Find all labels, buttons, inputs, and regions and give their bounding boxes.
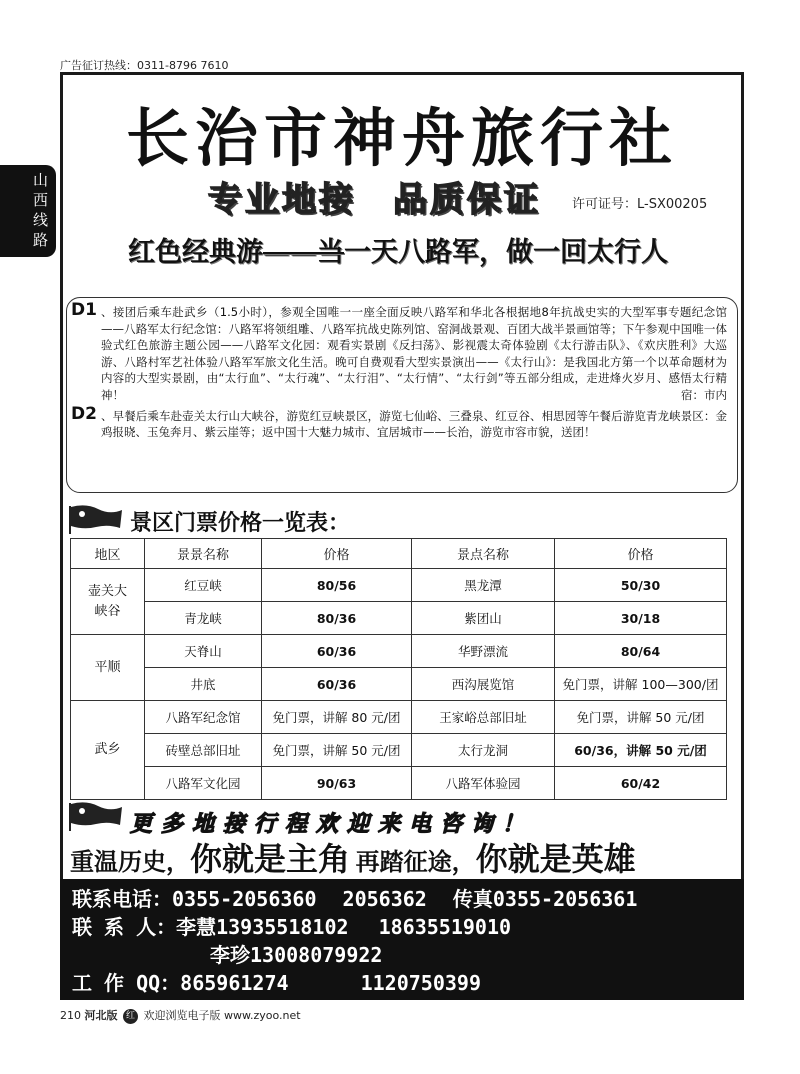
table-header-row [71, 539, 727, 569]
side-tab-region [0, 165, 56, 257]
side-tab-char: 山 [33, 171, 49, 189]
spot-cell: 青龙峡 [145, 602, 262, 635]
theme-left: 红色经典游 [128, 237, 263, 268]
price-cell: 60/42 [555, 767, 727, 800]
region-cell: 平顺 [71, 635, 145, 701]
price-table [70, 538, 727, 800]
itinerary-day-1 [71, 300, 727, 404]
red-flag-icon [66, 504, 124, 534]
person-label: 联 系 人： [72, 915, 177, 939]
region-cell [71, 569, 145, 635]
qq-label: 工 作 QQ： [72, 971, 181, 995]
red-flag-icon [66, 801, 124, 831]
spot-cell: 王家峪总部旧址 [412, 701, 555, 734]
region-name: 壶关大峡谷 [87, 583, 127, 619]
slogan: 专业地接 品质保证 [208, 180, 541, 220]
footer-link-text[interactable]: 欢迎浏览电子版 www.zyoo.net [143, 1009, 301, 1022]
spot-cell: 八路军纪念馆 [145, 701, 262, 734]
region-cell: 武乡 [71, 701, 145, 800]
table-row [71, 635, 727, 668]
spot-cell: 黑龙潭 [412, 569, 555, 602]
spot-cell: 西沟展览馆 [412, 668, 555, 701]
page-footer [60, 1007, 301, 1024]
hero-slogan [70, 834, 636, 880]
spot-cell: 华野漂流 [412, 635, 555, 668]
price-cell: 免门票，讲解 80 元/团 [262, 701, 412, 734]
theme-separator: ——当 [263, 237, 344, 268]
fax-number: 传真0355-2056361 [452, 887, 638, 911]
header-price: 价格 [262, 539, 412, 569]
side-tab-char: 线 [33, 211, 49, 229]
qq-number: 1120750399 [360, 971, 482, 995]
table-row [71, 734, 727, 767]
price-cell: 60/36，讲解 50 元/团 [555, 734, 727, 767]
contact-qq-line [72, 969, 744, 997]
table-row [71, 668, 727, 701]
spot-cell: 八路军体验园 [412, 767, 555, 800]
header-price: 价格 [555, 539, 727, 569]
spot-cell: 天脊山 [145, 635, 262, 668]
table-title: 景区门票价格一览表： [130, 511, 351, 536]
day-text: 、早餐后乘车赴壶关太行山大峡谷，游览红豆峡景区，游览七仙峪、三叠泉、红豆谷、相思园等午餐后游览青龙峡景区：金鸡报晓、玉兔奔月、紫云崖等；返中国十大魅力城市、宜居城市——长治，游览市容市貌，送团！ [101, 408, 727, 439]
person-contact: 18635519010 [378, 915, 512, 939]
phone-number: 2056362 [342, 887, 427, 911]
price-cell: 免门票，讲解 100—300/团 [555, 668, 727, 701]
spot-cell: 太行龙洞 [412, 734, 555, 767]
table-row [71, 701, 727, 734]
hero-part: 你就是英雄 [475, 840, 636, 878]
price-cell: 50/30 [555, 569, 727, 602]
hero-part: 重温历史， [70, 848, 190, 876]
price-cell: 90/63 [262, 767, 412, 800]
table-row [71, 602, 727, 635]
edition-label: 河北版 [84, 1009, 118, 1022]
company-name: 长治市神舟旅行社 [126, 102, 678, 175]
table-row [71, 569, 727, 602]
person-contact: 李慧13935518102 [176, 915, 349, 939]
day-label: D1 [71, 300, 97, 320]
phone-label: 联系电话： [72, 887, 172, 911]
spot-cell: 红豆峡 [145, 569, 262, 602]
license-number: 许可证号：L-SX00205 [572, 197, 708, 212]
spot-cell: 紫团山 [412, 602, 555, 635]
spot-cell: 八路军文化园 [145, 767, 262, 800]
page-number: 210 [60, 1009, 81, 1022]
price-cell: 60/36 [262, 635, 412, 668]
hero-part: 再踏征途， [355, 848, 476, 876]
price-cell: 80/64 [555, 635, 727, 668]
side-tab-char: 路 [33, 231, 49, 249]
contact-person-line [72, 913, 744, 941]
contact-person-line [72, 941, 744, 969]
more-routes-banner: 更多地接行程欢迎来电咨询！ [130, 812, 534, 837]
price-cell: 80/56 [262, 569, 412, 602]
phone-number: 0355-2056360 [172, 887, 317, 911]
person-contact: 李珍13008079922 [210, 943, 383, 967]
contact-panel [60, 879, 744, 1000]
red-badge-icon: 红 [123, 1009, 138, 1024]
price-cell: 30/18 [555, 602, 727, 635]
header-region: 地区 [71, 539, 145, 569]
price-cell: 免门票，讲解 50 元/团 [262, 734, 412, 767]
theme-right: 一天八路军，做一回太行人 [344, 237, 668, 268]
day-stay: 宿：市内 [681, 388, 727, 402]
table-row [71, 767, 727, 800]
day-text: 、接团后乘车赴武乡（1.5小时），参观全国唯一一座全面反映八路军和华北各根据地8年抗战史实的大型军事专题纪念馆——八路军太行纪念馆：八路军将领组雕、八路军抗战史陈列馆、窑洞战景观、百团大战半景画馆等；下午参观中国唯一体验式红色旅游主题公园——八路军文化园：观看实景剧《反扫荡》、影视震太奇体验剧《太行游击队》、《欢庆胜利》大巡游、八路村军艺社体验八路军军旅文化生活。晚可自费观看大型实景演出——《太行山》：是我国北方第一个以革命题材为内容的大型实景剧，由“太行血”、“太行魂”、“太行泪”、“太行情”、“太行剑”等五部分组成，走进烽火岁月、感悟太行精神！ [101, 305, 727, 402]
price-cell: 80/36 [262, 602, 412, 635]
theme-headline [128, 230, 668, 269]
spot-cell: 井底 [145, 668, 262, 701]
hero-part: 你就是主角 [190, 840, 351, 878]
itinerary-box [66, 297, 738, 493]
qq-number: 865961274 [180, 971, 289, 995]
itinerary-day-2 [71, 403, 727, 441]
header-spot: 景景名称 [145, 539, 262, 569]
price-cell: 60/36 [262, 668, 412, 701]
day-label: D2 [71, 403, 97, 424]
side-tab-char: 西 [33, 191, 49, 209]
header-spot: 景点名称 [412, 539, 555, 569]
contact-phone-line [72, 885, 744, 913]
spot-cell: 砖壁总部旧址 [145, 734, 262, 767]
price-cell: 免门票，讲解 50 元/团 [555, 701, 727, 734]
ad-hotline: 广告征订热线：0311-8796 7610 [60, 59, 229, 72]
